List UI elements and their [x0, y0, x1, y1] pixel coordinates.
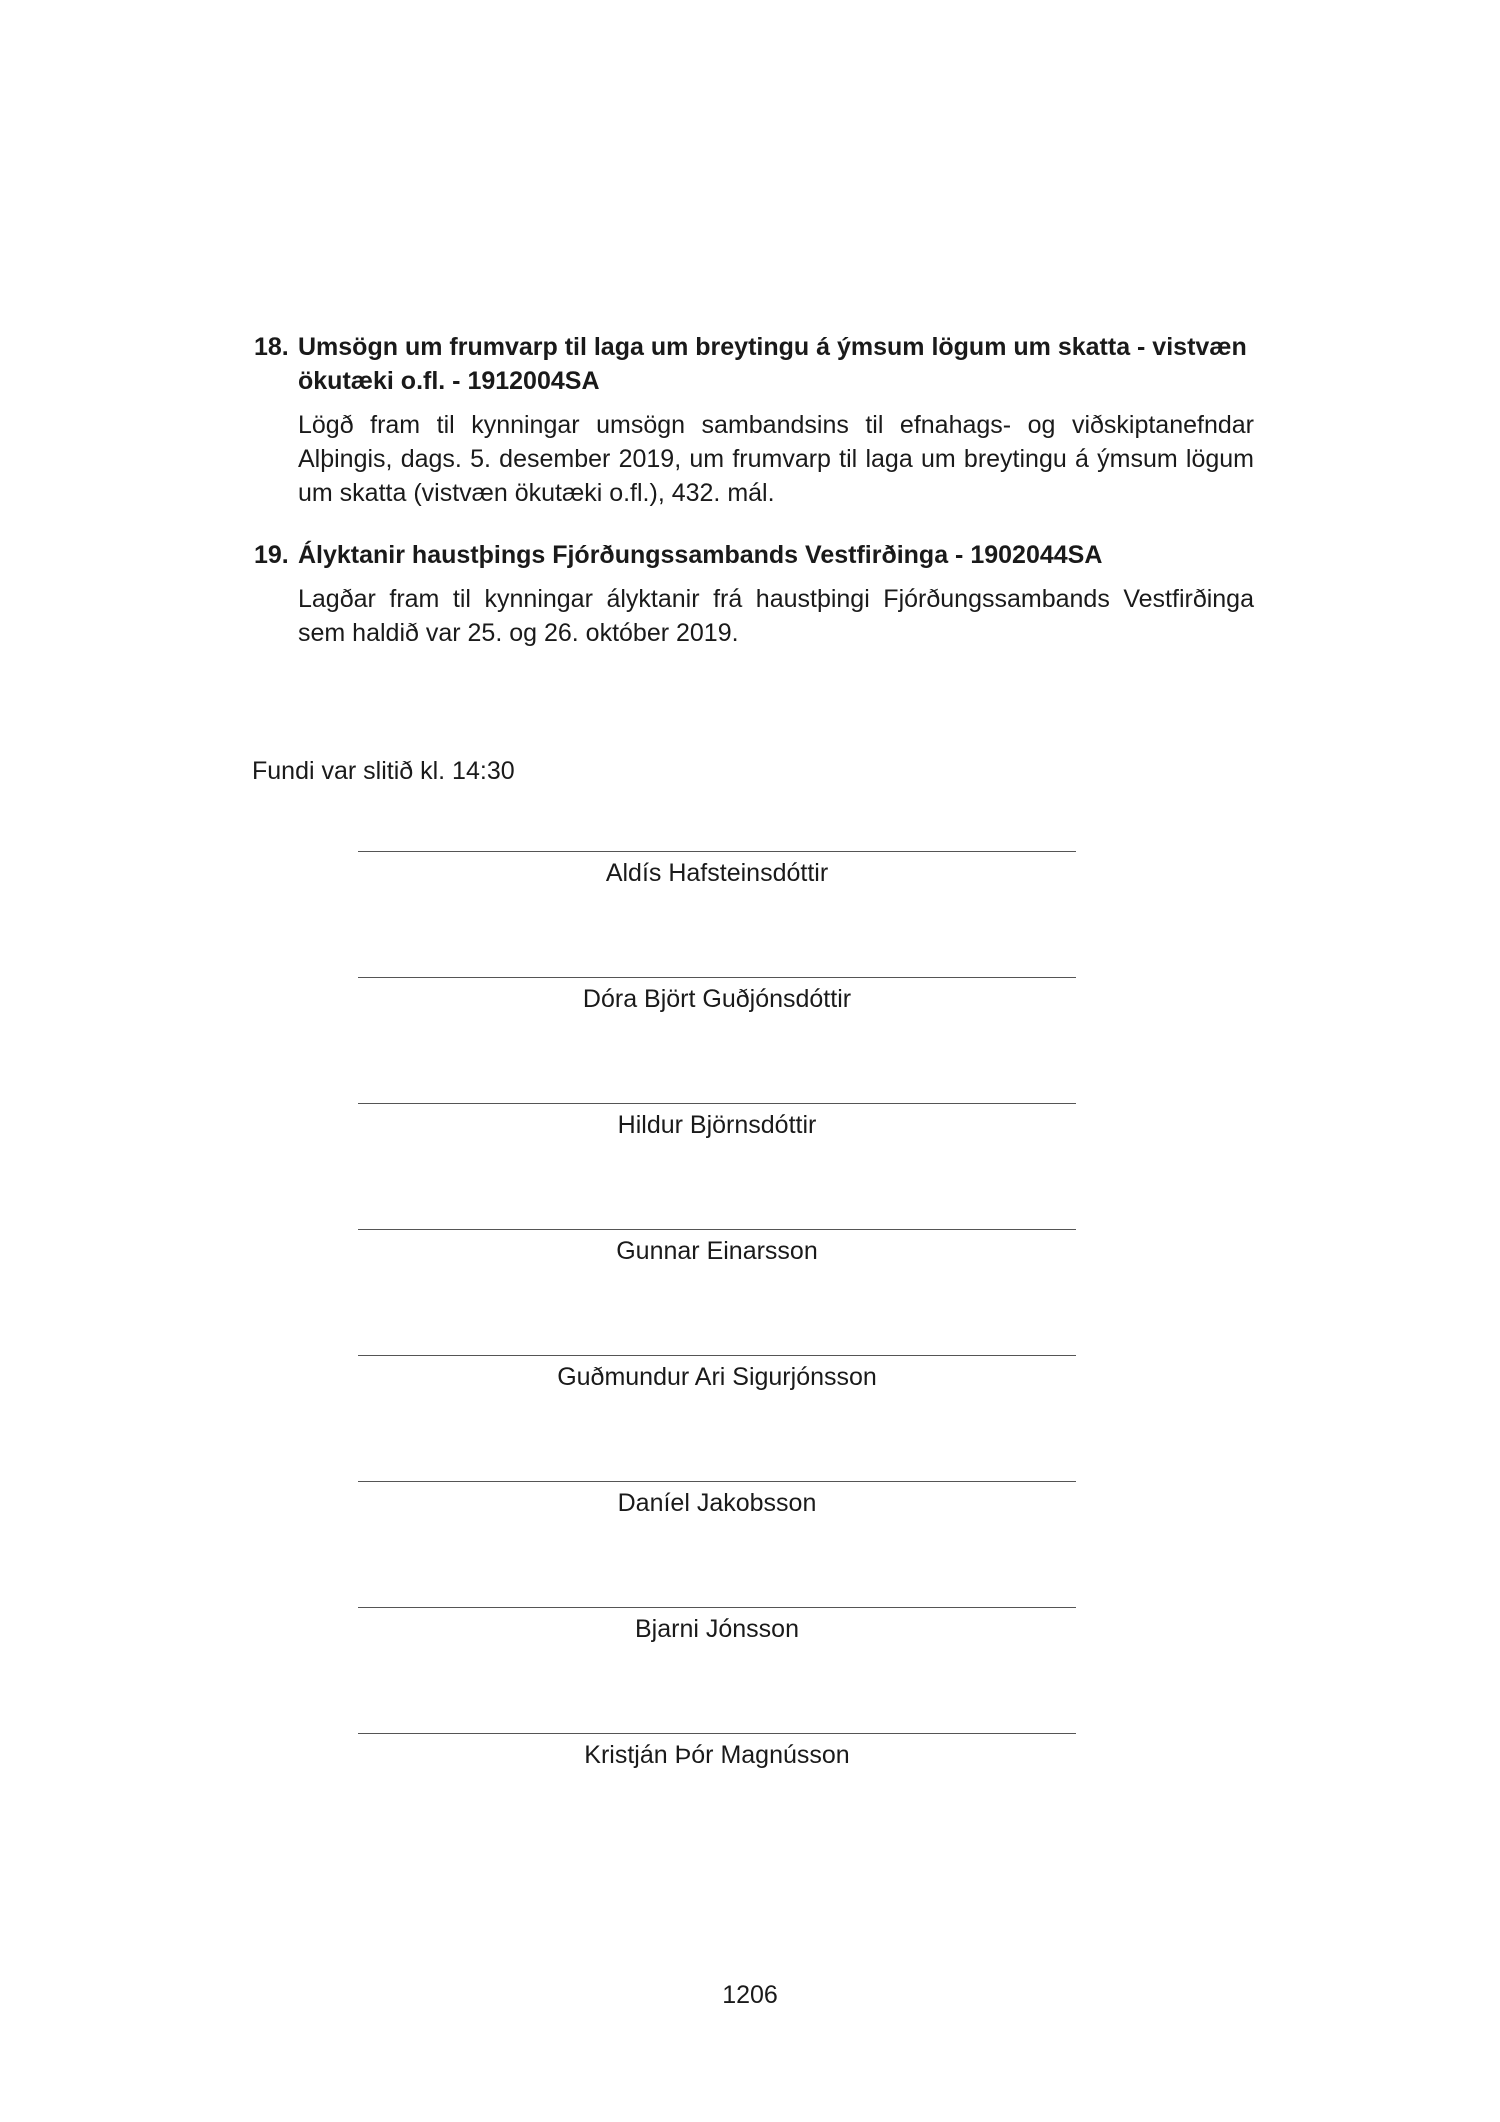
signatory-name: Bjarni Jónsson — [635, 1615, 799, 1643]
agenda-item-body: Lagðar fram til kynningar ályktanir frá haustþingi Fjórðungssambands Vestfirðinga sem haldið var 25. og 26. október 2019. — [298, 585, 1254, 647]
signature-line — [358, 1229, 1076, 1230]
signatory-name: Hildur Björnsdóttir — [617, 1111, 817, 1139]
signature-line — [358, 1481, 1076, 1482]
signature-line — [358, 1355, 1076, 1356]
signature-block — [358, 1229, 1076, 1268]
agenda-item-title: Umsögn um frumvarp til laga um breytingu á ýmsum lögum um skatta - vistvæn ökutæki o.fl. - 1912004SA — [298, 333, 1247, 395]
signatory-name: Daníel Jakobsson — [617, 1489, 817, 1517]
signatory-name: Dóra Björt Guðjónsdóttir — [582, 985, 852, 1013]
agenda-item-number: 18. — [254, 333, 289, 361]
signature-line — [358, 851, 1076, 852]
signature-block — [358, 1481, 1076, 1520]
agenda-item-19 — [254, 538, 1254, 650]
agenda-item-body: Lögð fram til kynningar umsögn sambandsins til efnahags- og viðskiptanefndar Alþingis, dags. 5. desember 2019, um frumvarp til laga um breytingu á ýmsum lögum um skatta (vistvæn ökutæki o.fl.), 432. mál. — [298, 411, 1254, 507]
signature-block — [358, 1103, 1076, 1142]
signatory-name: Aldís Hafsteinsdóttir — [605, 859, 829, 887]
agenda-item-18 — [254, 330, 1254, 510]
signature-block — [358, 1355, 1076, 1394]
agenda-item-heading — [254, 538, 1254, 572]
signature-block — [358, 1607, 1076, 1646]
signature-line — [358, 1733, 1076, 1734]
agenda-item-title: Ályktanir haustþings Fjórðungssambands Vestfirðinga - 1902044SA — [298, 541, 1103, 569]
agenda-item-number: 19. — [254, 541, 289, 569]
signatory-name: Kristján Þór Magnússon — [584, 1741, 850, 1769]
signature-block — [358, 977, 1076, 1016]
page-number: 1206 — [722, 1981, 778, 2009]
signature-line — [358, 1103, 1076, 1104]
signatory-name: Guðmundur Ari Sigurjónsson — [557, 1363, 877, 1391]
signature-line — [358, 1607, 1076, 1608]
signature-line — [358, 977, 1076, 978]
signatory-name: Gunnar Einarsson — [616, 1237, 818, 1265]
meeting-closing-text: Fundi var slitið kl. 14:30 — [252, 757, 515, 785]
signature-block — [358, 851, 1076, 890]
signature-block — [358, 1733, 1076, 1772]
agenda-item-heading — [254, 330, 1254, 398]
